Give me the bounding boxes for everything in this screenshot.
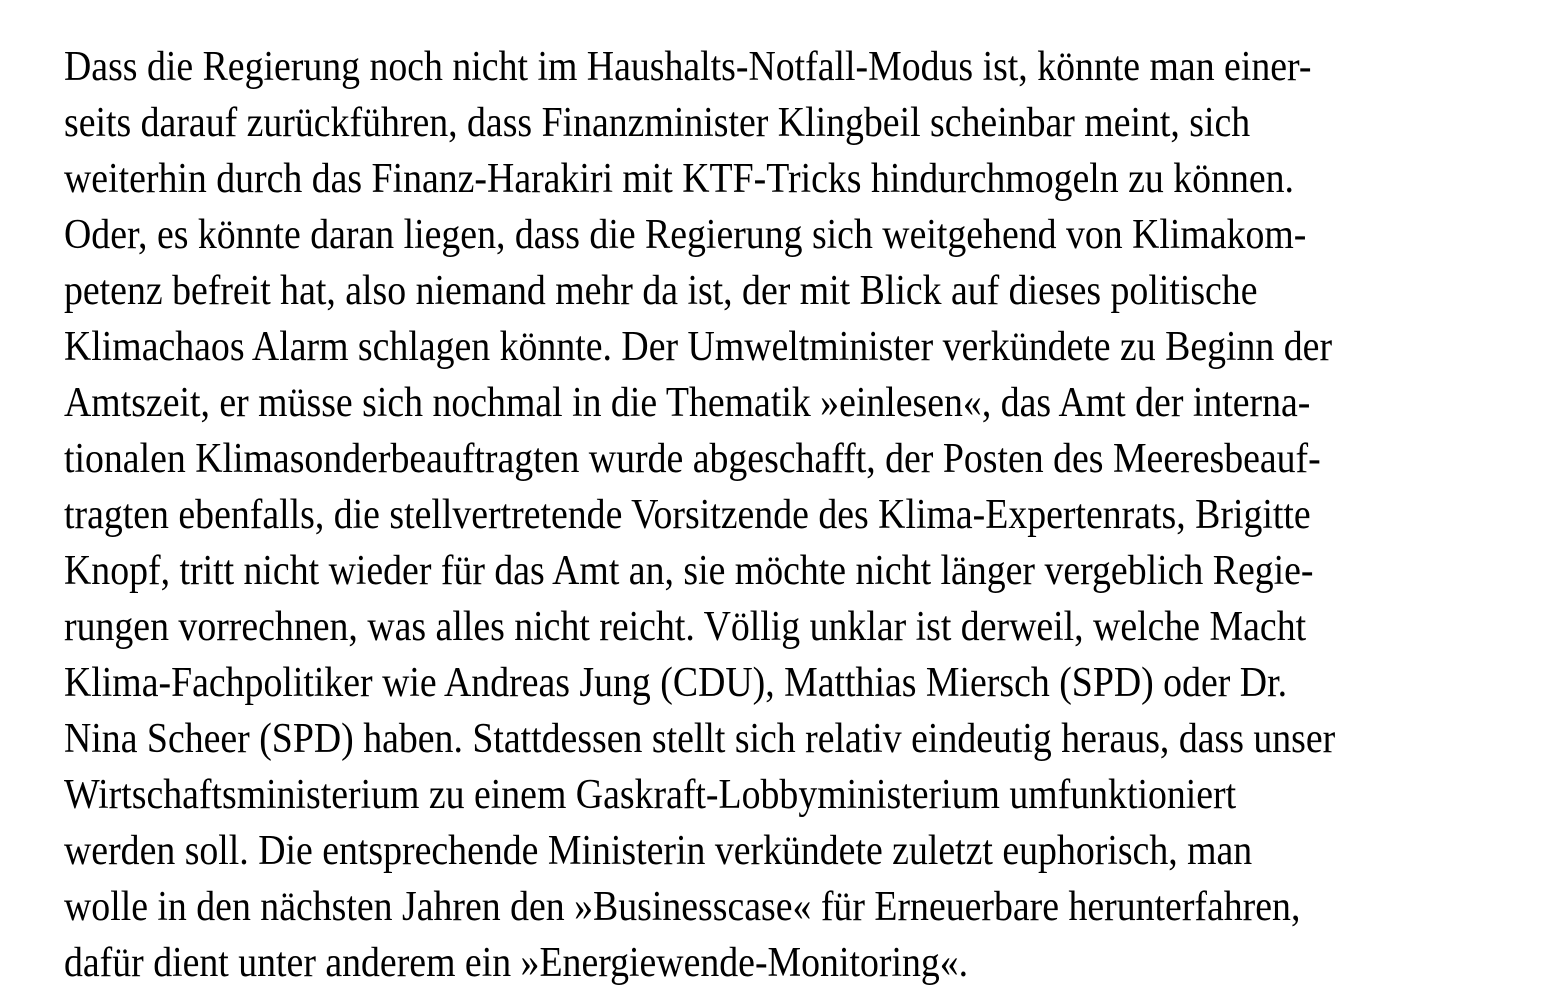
text-line: weiterhin durch das Finanz-Harakiri mit KTF-Tricks hindurchmogeln zu können. [64, 156, 1295, 202]
text-line: Nina Scheer (SPD) haben. Stattdessen stellt sich relativ eindeutig heraus, dass unser [64, 716, 1336, 762]
text-line: rungen vorrechnen, was alles nicht reicht. Völlig unklar ist derweil, welche Macht [64, 604, 1307, 650]
text-line: Wirtschaftsministerium zu einem Gaskraft-Lobbyministerium umfunktioniert [64, 772, 1237, 818]
text-line: werden soll. Die entsprechende Ministerin verkündete zuletzt euphorisch, man [64, 828, 1253, 874]
text-line: Klima-Fachpolitiker wie Andreas Jung (CDU), Matthias Miersch (SPD) oder Dr. [64, 660, 1288, 706]
text-line: tragten ebenfalls, die stellvertretende Vorsitzende des Klima-Expertenrats, Brigitte [64, 492, 1311, 538]
text-line: Dass die Regierung noch nicht im Haushalts-Notfall-Modus ist, könnte man einer- [64, 44, 1312, 90]
paragraph [64, 39, 1335, 991]
text-line: petenz befreit hat, also niemand mehr da ist, der mit Blick auf dieses politische [64, 268, 1258, 314]
text-line: Oder, es könnte daran liegen, dass die Regierung sich weitgehend von Klimakom- [64, 212, 1307, 258]
text-line: seits darauf zurückführen, dass Finanzminister Klingbeil scheinbar meint, sich [64, 100, 1251, 146]
text-line: Knopf, tritt nicht wieder für das Amt an, sie möchte nicht länger vergeblich Regie- [64, 548, 1314, 594]
text-line: tionalen Klimasonderbeauftragten wurde abgeschafft, der Posten des Meeresbeauf- [64, 436, 1321, 482]
text-line: Klimachaos Alarm schlagen könnte. Der Umweltminister verkündete zu Beginn der [64, 324, 1333, 370]
text-line: wolle in den nächsten Jahren den »Businesscase« für Erneuerbare herunterfahren, [64, 884, 1301, 930]
text-line: dafür dient unter anderem ein »Energiewende-Monitoring«. [64, 940, 969, 986]
text-line: Amtszeit, er müsse sich nochmal in die Thematik »einlesen«, das Amt der interna- [64, 380, 1311, 426]
